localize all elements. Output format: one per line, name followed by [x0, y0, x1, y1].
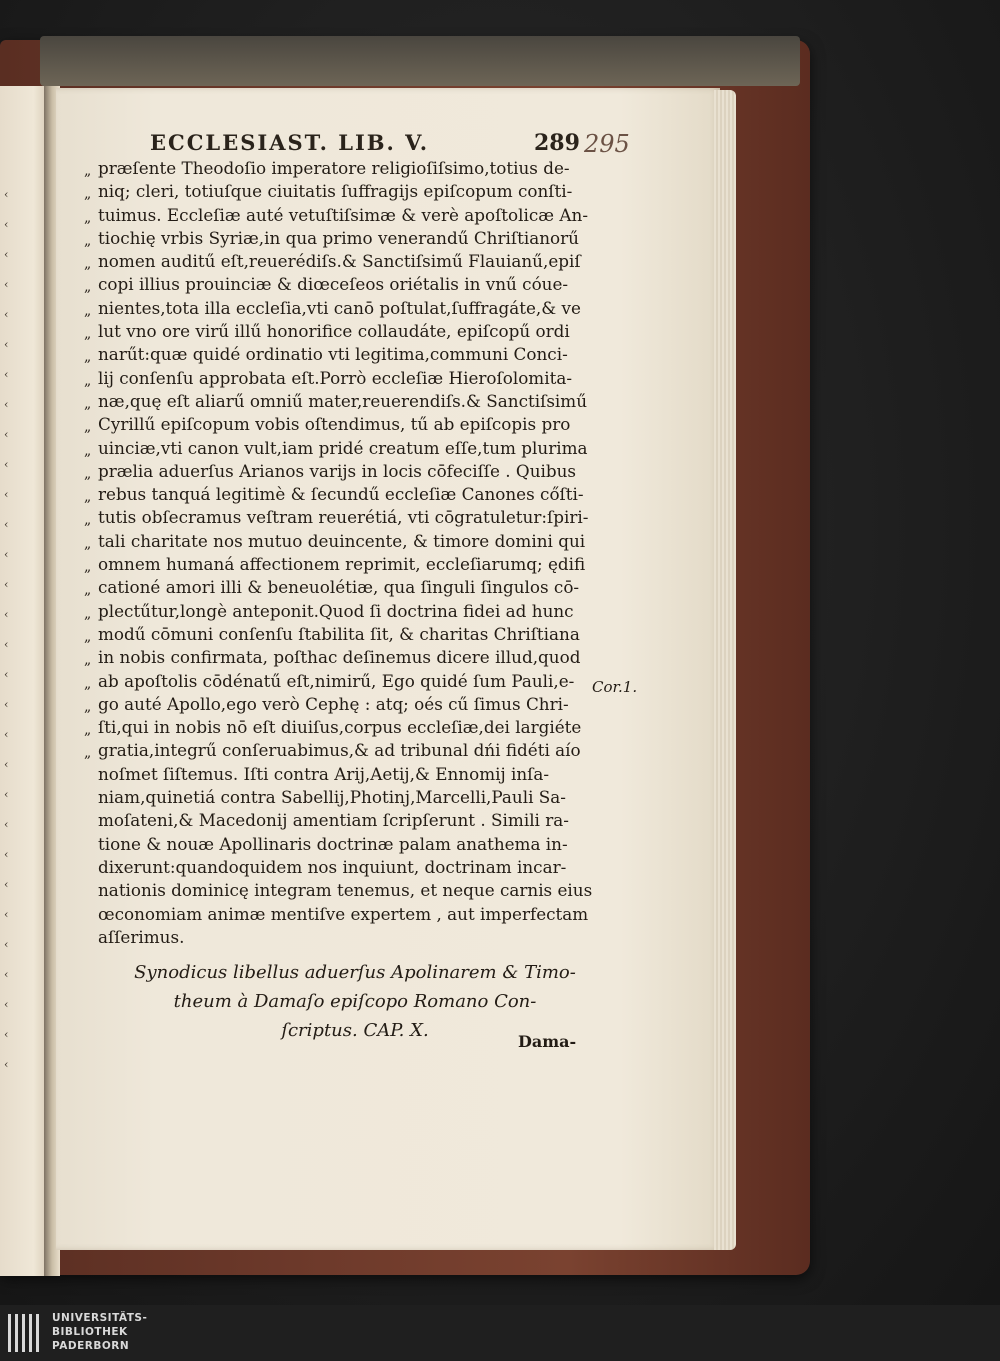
chapter-heading-line: theum à Damaſo epiſcopo Romano Con- — [173, 991, 537, 1012]
page-edges — [714, 90, 736, 1250]
text-line: noſmet ſiſtemus. Iſti contra Arij,Aetij,& Ennomij inſa- — [98, 763, 550, 784]
text-line: aſſerimus. — [98, 926, 185, 947]
page-number: 289 — [534, 130, 580, 156]
text-line: tuimus. Eccleſiæ auté vetuſtiſsimæ & verè apoſtolicæ An- — [98, 204, 588, 225]
text-line: gratia,integrű conſeruabimus,& ad tribunal dńi fidéti aío — [98, 740, 581, 761]
logo-line: BIBLIOTHEK — [52, 1326, 128, 1338]
text-line: modű cōmuni conſenſu ſtabilita ſit, & charitas Chriſtiana — [98, 623, 580, 644]
handwritten-page-number: 295 — [584, 130, 630, 158]
text-line: tione & nouæ Apollinaris doctrinæ palam anathema in- — [98, 833, 568, 854]
logo-line: UNIVERSITÄTS- — [52, 1312, 148, 1324]
quotation-marks-column: „ „ „ „ „ „ „ „ „ „ „ „ „ „ „ „ „ „ „ „ „ „ „ „ „ „ — [84, 163, 92, 762]
body-text — [98, 157, 598, 949]
text-line: rebus tanquá legitimè & ſecundű eccleſiæ Canones cőſti- — [98, 484, 584, 505]
text-line: næ,quę eſt aliarű omniű mater,reuerendiſs.& Sanctiſsimű — [98, 390, 588, 411]
text-line: tutis obſecramus veſtram reuerétiá, vti cōgratuletur:ſpiri- — [98, 507, 589, 528]
text-line: in nobis confirmata, poſthac deſinemus dicere illud,quod — [98, 647, 581, 668]
text-line: nientes,tota illa eccleſia,vti canō poſtulat,ſuffragáte,& ve — [98, 297, 581, 318]
left-page-quote-marks: ‹ ‹ ‹ ‹ ‹ ‹ ‹ ‹ ‹ ‹ ‹ ‹ ‹ ‹ ‹ ‹ ‹ ‹ ‹ ‹ ‹ ‹ ‹ ‹ ‹ ‹ ‹ ‹ ‹ ‹ — [4, 188, 9, 1071]
text-line: tiochię vrbis Syriæ,in qua primo venerandű Chriſtianorű — [98, 227, 579, 248]
text-line: plectűtur,longè anteponit.Quod ſi doctrina fidei ad hunc — [98, 600, 574, 621]
text-line: præſente Theodoſio imperatore religioſiſsimo,totius de- — [98, 158, 570, 178]
logo-line: PADERBORN — [52, 1340, 130, 1352]
library-footer — [0, 1305, 1000, 1361]
text-line: niam,quinetiá contra Sabellij,Photinj,Marcelli,Pauli Sa- — [98, 787, 566, 808]
text-line: cationé amori illi & beneuolétiæ, qua ſinguli ſingulos cō- — [98, 577, 580, 598]
text-line: prælia aduerſus Arianos varijs in locis cōfeciſſe . Quibus — [98, 460, 577, 481]
text-line: ab apoſtolis cōdénatű eſt,nimirű, Ego quidé ſum Pauli,e- — [98, 670, 575, 691]
text-line: nationis dominicę integram tenemus, et neque carnis eius — [98, 880, 593, 901]
text-line: dixerunt:quandoquidem nos inquiunt, doctrinam incar- — [98, 856, 567, 877]
text-line: ſti,qui in nobis nō eſt diuiſus,corpus eccleſiæ,dei largiéte — [98, 717, 582, 738]
text-line: go auté Apollo,ego verò Cephę : atq; oés cű ſimus Chri- — [98, 693, 569, 714]
book-spine-top — [40, 36, 800, 86]
library-logo-icon — [6, 1310, 46, 1356]
text-line: lij conſenſu approbata eſt.Porrò eccleſiæ Hieroſolomita- — [98, 367, 572, 388]
text-line: omnem humaná affectionem reprimit, eccleſiarumq; ędifi — [98, 554, 586, 575]
text-line: Cyrillű epiſcopum vobis oſtendimus, tű ab epiſcopis pro — [98, 414, 571, 435]
text-line: uinciæ,vti canon vult,iam pridé creatum eſſe,tum plurima — [98, 437, 588, 458]
text-line: narűt:quæ quidé ordinatio vti legitima,communi Conci- — [98, 344, 568, 365]
text-line: lut vno ore virű illű honorifice collaudáte, epiſcopű ordi — [98, 321, 570, 342]
text-line: tali charitate nos mutuo deuincente, & timore domini qui — [98, 530, 586, 551]
library-logo-text — [52, 1311, 147, 1353]
margin-note: Cor.1. — [592, 678, 638, 696]
text-line: niq; cleri, totiuſque ciuitatis ſuffragijs epiſcopum conſti- — [98, 181, 573, 202]
running-head: ECCLESIAST. LIB. V. — [150, 130, 430, 155]
chapter-heading-line: Synodicus libellus aduerſus Apolinarem & Timo- — [134, 962, 576, 983]
text-line: nomen auditű eſt,reuerédiſs.& Sanctiſsimű Flauianű,epiſ — [98, 251, 581, 272]
text-line: œconomiam animæ mentiſve expertem , aut imperfectam — [98, 903, 589, 924]
catchword: Dama- — [518, 1032, 577, 1051]
text-line: copi illius prouinciæ & diœceſeos oriétalis in vnű cóue- — [98, 274, 569, 295]
text-line: moſateni,& Macedonij amentiam ſcripſerunt . Simili ra- — [98, 810, 569, 831]
chapter-heading-line: ſcriptus. CAP. X. — [281, 1020, 429, 1041]
